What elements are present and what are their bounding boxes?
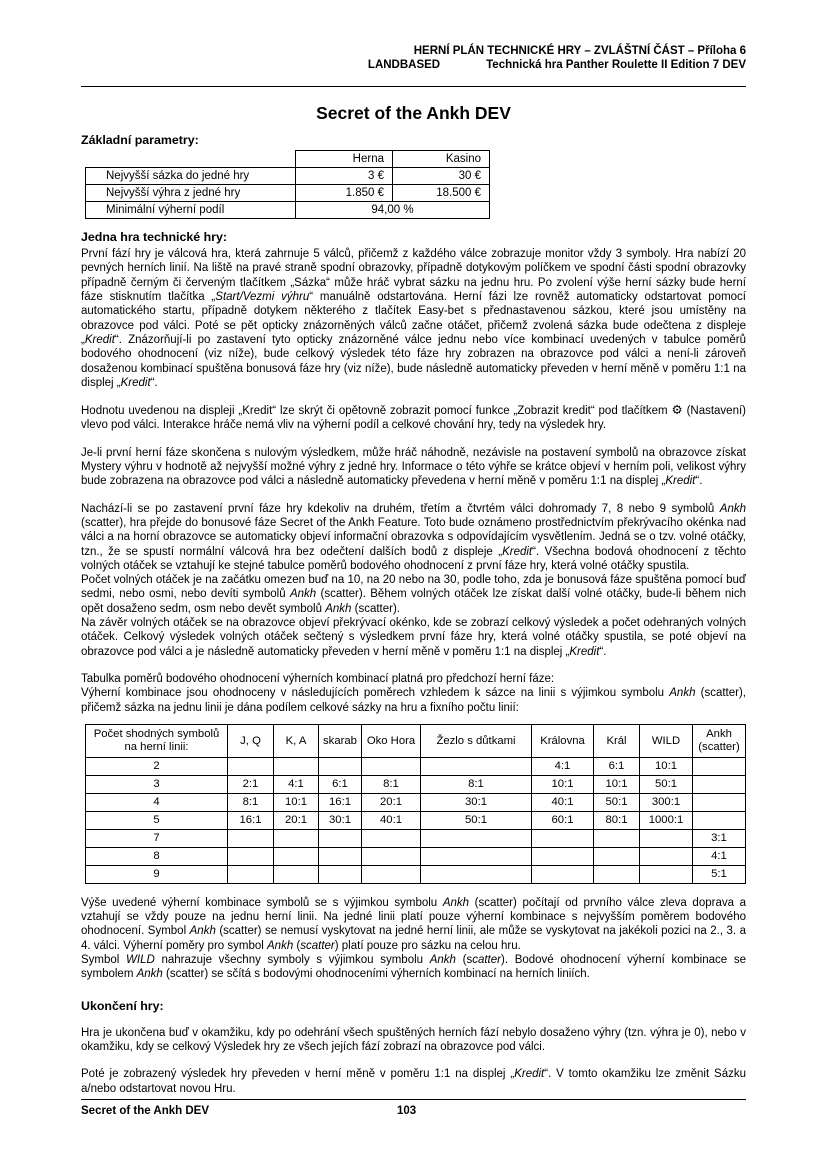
paragraph-result-transfer: Poté je zobrazený výsledek hry převeden v herní měně v poměru 1:1 na displej „Kredit“. V tomto okamžiku lze změnit Sázku a/nebo odstartovat novou Hru. (81, 1068, 747, 1095)
paragraph-combination-rules: Výše uvedené výherní kombinace symbolů se s výjimkou symbolu Ankh (scatter) počítají od prvního válce zleva doprava a vztahují se vždy pouze na jednu herní linii. Na jedné linii platí pouze výherní kombinace s nejvyšším poměrem bodového ohodnocení. Symbol Ankh (scatter) se nemusí vyskytovat na jedné herní linii, ale může se vyskytovat na jakékoli pozici na 2., 3. a 4. válci. Výherní poměry pro symbol Ankh (scatter) platí pouze pro sázku na celou hru. (81, 896, 747, 952)
ratio-table-cell: 10:1 (274, 793, 319, 811)
ratio-table-cell: 2:1 (228, 775, 274, 793)
ratio-table-cell (594, 847, 640, 865)
ratio-table-cell (362, 847, 421, 865)
ratio-header-oko-hora: Oko Hora (362, 724, 421, 757)
ratio-table-cell: 4:1 (532, 757, 594, 775)
ratio-table-cell (319, 757, 362, 775)
ratio-table-cell (421, 829, 532, 847)
ratio-table-cell: 8:1 (421, 775, 532, 793)
ratio-table-cell (274, 757, 319, 775)
ratio-table-cell: 3:1 (693, 829, 746, 847)
ratio-table-cell: 60:1 (532, 811, 594, 829)
ratio-table-cell: 2 (86, 757, 228, 775)
params-label: Nejvyšší sázka do jedné hry (86, 167, 296, 184)
ratio-table-cell: 9 (86, 865, 228, 883)
ratio-table-cell: 6:1 (594, 757, 640, 775)
ratio-table-cell (362, 865, 421, 883)
ratio-table-cell: 8 (86, 847, 228, 865)
ratio-table-cell: 4:1 (274, 775, 319, 793)
ratio-table-cell (693, 757, 746, 775)
ratio-table-cell (319, 847, 362, 865)
ratio-table-cell: 6:1 (319, 775, 362, 793)
header-subtitle: Technická hra Panther Roulette II Edition 7 DEV (486, 59, 746, 72)
ratio-header-kralovna: Královna (532, 724, 594, 757)
ratio-table-cell (421, 847, 532, 865)
ratio-table-cell (362, 757, 421, 775)
ratio-table-cell: 30:1 (421, 793, 532, 811)
ratio-table-cell: 16:1 (319, 793, 362, 811)
ratio-header-jq: J, Q (228, 724, 274, 757)
credit-text-after-icon: (Nastavení) vlevo pod válci. Interakce hráče nemá vliv na výherní podíl a celkové chování hry, tedy na výsledek hry. (81, 405, 746, 432)
ratio-table-cell (274, 829, 319, 847)
document-header (81, 44, 746, 73)
ratio-table-row (86, 865, 746, 883)
ratio-table-cell (421, 757, 532, 775)
ratio-table-cell: 10:1 (640, 757, 693, 775)
ratio-table-cell: 8:1 (228, 793, 274, 811)
params-col-kasino: Kasino (393, 150, 490, 167)
params-label: Nejvyšší výhra z jedné hry (86, 184, 296, 201)
header-line2 (81, 58, 746, 72)
ratio-table-cell: 5:1 (693, 865, 746, 883)
params-value-kasino: 30 € (393, 167, 490, 184)
params-value-kasino: 18.500 € (393, 184, 490, 201)
params-row-rtp (86, 201, 490, 218)
ratio-table-cell (228, 847, 274, 865)
ratio-table-cell: 20:1 (274, 811, 319, 829)
ratio-table-cell (421, 865, 532, 883)
params-label: Minimální výherní podíl (86, 201, 296, 218)
params-row-max-bet (86, 167, 490, 184)
ratio-table-cell (228, 829, 274, 847)
ratio-table-cell: 300:1 (640, 793, 693, 811)
ratio-table-cell (693, 775, 746, 793)
header-landbased-label: LANDBASED (367, 59, 441, 72)
ratio-table-cell: 5 (86, 811, 228, 829)
ratio-table-cell (228, 757, 274, 775)
ratio-table-row (86, 775, 746, 793)
params-col-herna: Herna (296, 150, 393, 167)
ratio-header-ankh-scatter: Ankh (scatter) (693, 724, 746, 757)
ratio-header-kral: Král (594, 724, 640, 757)
ratio-table-cell: 80:1 (594, 811, 640, 829)
ending-heading: Ukončení hry: (81, 998, 164, 1013)
ratio-table-row (86, 811, 746, 829)
ratio-table-cell (228, 865, 274, 883)
params-value-herna: 3 € (296, 167, 393, 184)
ratio-table-cell: 3 (86, 775, 228, 793)
credit-text-before-icon: Hodnotu uvedenou na displeji „Kredit“ lze skrýt či opětovně zobrazit pomocí funkce „Zobrazit kredit“ pod tlačítkem (81, 405, 668, 418)
ratio-table-cell: 4:1 (693, 847, 746, 865)
header-line1: HERNÍ PLÁN TECHNICKÉ HRY – ZVLÁŠTNÍ ČÁST – Příloha 6 (413, 45, 746, 57)
paragraph-wild-rules: Symbol WILD nahrazuje všechny symboly s výjimkou symbolu Ankh (scatter). Bodové ohodnocení výherní kombinace se symbolem Ankh (scatter) se sčítá s bodovými ohodnoceními výherních kombinací na herních liniích. (81, 953, 746, 981)
ratio-table-row (86, 847, 746, 865)
ratio-header-wild: WILD (640, 724, 693, 757)
ratio-table-cell: 40:1 (362, 811, 421, 829)
ratio-table-cell (594, 865, 640, 883)
ratio-table-header-row (86, 724, 746, 757)
params-empty-corner (86, 150, 296, 167)
ratio-table-cell: 10:1 (532, 775, 594, 793)
ratio-table-cell (319, 865, 362, 883)
ratio-table-cell (640, 829, 693, 847)
settings-gear-icon: ⚙ (671, 402, 683, 418)
ratio-table-cell: 50:1 (421, 811, 532, 829)
paragraph-game-end: Hra je ukončena buď v okamžiku, kdy po odehrání všech spuštěných herních fází nebylo dosaženo výhry (tzn. výhra je 0), nebo v okamžiku, kdy se celkový Výsledek hry ze všech jejích fází zobrazí na obrazovce pod válci. (81, 1026, 746, 1054)
footer-title: Secret of the Ankh DEV (81, 1105, 210, 1117)
ratio-table-cell (594, 829, 640, 847)
ratio-table-cell: 8:1 (362, 775, 421, 793)
after-table-block (81, 896, 746, 982)
ratio-table-cell: 16:1 (228, 811, 274, 829)
ratio-table-cell (532, 865, 594, 883)
ratio-table-cell (532, 847, 594, 865)
ratio-table-intro-line1: Tabulka poměrů bodového ohodnocení výherních kombinací platná pro předchozí herní fáze: (81, 672, 555, 685)
ratio-table-cell: 50:1 (594, 793, 640, 811)
ratio-header-symbol-count: Počet shodných symbolů na herní linii: (86, 724, 228, 757)
ratio-table-cell (274, 847, 319, 865)
paragraph-free-spins-end: Na závěr volných otáček se na obrazovce objeví překrývací okénko, kde se zobrazí celkový výsledek a počet odehraných volných otáček. Celkový výsledek volných otáček sečtený s výsledkem první fáze hry, která volné otáčky spustila, se poté objeví na obrazovce pod válci a je následně automaticky převeden v herní měně v poměru 1:1 na displej „Kredit“. (81, 617, 746, 658)
ratio-table-cell: 10:1 (594, 775, 640, 793)
page-title: Secret of the Ankh DEV (316, 102, 511, 123)
ratio-table-cell (362, 829, 421, 847)
ratio-table-cell (693, 811, 746, 829)
ratio-table (85, 724, 746, 884)
ratio-table-cell (693, 793, 746, 811)
ratio-table-cell: 20:1 (362, 793, 421, 811)
ratio-table-row (86, 793, 746, 811)
ratio-table-cell (319, 829, 362, 847)
ratio-table-cell: 7 (86, 829, 228, 847)
ratio-header-skarab: skarab (319, 724, 362, 757)
one-game-heading: Jedna hra technické hry: (81, 229, 227, 244)
ratio-table-intro-line2: Výherní kombinace jsou ohodnoceny v následujících poměrech vzhledem k sázce na linii s výjimkou symbolu Ankh (scatter), přičemž sázka na jednu linii je dána podílem celkové sázky na hru a fixního počtu linií: (81, 687, 747, 714)
basic-params-heading: Základní parametry: (81, 132, 199, 147)
ratio-table-cell: 4 (86, 793, 228, 811)
ratio-header-zezlo: Žezlo s důtkami (421, 724, 532, 757)
ratio-table-row (86, 829, 746, 847)
params-header-row (86, 150, 490, 167)
ratio-table-cell (532, 829, 594, 847)
params-rtp-value: 94,00 % (296, 201, 490, 218)
paragraph-mystery-win: Je-li první herní fáze skončena s nulovým výsledkem, může hráč náhodně, nezávisle na postavení symbolů na obrazovce získat Mystery výhru v hodnotě až nejvyšší možné výhry z jedné hry. Informace o této výhře se krátce objeví v herním poli, velikost výhry bude zobrazena na obrazovce pod válci a následně automaticky převedena v herní měně v poměru 1:1 na displej „Kredit“. (81, 446, 746, 488)
ratio-table-cell (274, 865, 319, 883)
ratio-table-cell: 1000:1 (640, 811, 693, 829)
paragraph-credit-display (81, 403, 746, 433)
ratio-table-row (86, 757, 746, 775)
ratio-table-cell: 30:1 (319, 811, 362, 829)
footer-page-number: 103 (397, 1105, 417, 1117)
ratio-table-intro (81, 672, 746, 715)
bonus-phase-block (81, 502, 746, 659)
paragraph-free-spins-count: Počet volných otáček je na začátku omezen buď na 10, na 20 nebo na 30, podle toho, zda je bonusová fáze spuštěna pomocí buď sedmi, nebo osmi, nebo devíti symbolů Ankh (scatter). Během volných otáček lze získat další volné otáčky, bude-li během nich opět dosaženo sedm, osm nebo devět symbolů Ankh (scatter). (81, 574, 746, 615)
ratio-table-cell: 40:1 (532, 793, 594, 811)
paragraph-game-phase: První fází hry je válcová hra, která zahrnuje 5 válců, přičemž z každého válce zobrazuje monitor vždy 3 symboly. Hra nabízí 20 pevných herních linií. Na liště na pravé straně spodní obrazovky, případně dotykovým políčkem ve spodní části spodní obrazovky případně černým či červeným tlačítkem „Sázka“ může hráč vybrat sázku na jednu hru. Po zvolení výše herní sázky bude herní fáze stisknutím tlačítka „Start/Vezmi výhru“ manuálně odstartována. Herní fázi lze rovněž automaticky odstartovat pomocí automatického startu, případně dotykem některého z tlačítek Easy-bet s přednastavenou sázkou, které jsou umístěny na obrazovce pod válci. Poté se pět opticky znázorněných válců začne otáčet, přičemž zvolená sázka bude odečtena z displeje „Kredit“. Znázorňují-li po zastavení tyto opticky znázorněné válce jednu nebo více kombinací uvedených v tabulce poměrů bodového ohodnocení (viz níže), bude celkový výsledek této fáze hry zobrazen na obrazovce pod válci a není-li zároveň dosaženou kombinací spuštěna bonusová fáze hry (viz níže), bude následně automaticky převeden v herní měně v poměru 1:1 na displej „Kredit“. (81, 248, 746, 389)
ratio-header-ka: K, A (274, 724, 319, 757)
page-footer (81, 1099, 746, 1118)
ratio-table-cell: 50:1 (640, 775, 693, 793)
params-value-herna: 1.850 € (296, 184, 393, 201)
basic-params-table (85, 150, 490, 219)
params-row-max-win (86, 184, 490, 201)
ratio-table-cell (640, 865, 693, 883)
header-divider (81, 86, 746, 87)
paragraph-bonus-trigger: Nachází-li se po zastavení první fáze hry kdekoliv na druhém, třetím a čtvrtém válci dohromady 7, 8 nebo 9 symbolů Ankh (scatter), hra přejde do bonusové fáze Secret of the Ankh Feature. Toto bude oznámeno prostřednictvím překrývacího okénka nad válci a na horní obrazovce se automaticky objeví informační obrazovka s odpovídajícím vysvětlením. Jedná se o tzv. volné otáčky, tzn., že se spustí normální válcová hra bez odečtení dalších bodů z displeje „Kredit“. Všechna bodová ohodnocení z těchto volných otáček se vztahují ke stejné tabulce poměrů bodového ohodnocení z první fáze hry, která volné otáčky spustila. (81, 502, 747, 572)
ratio-table-cell (640, 847, 693, 865)
